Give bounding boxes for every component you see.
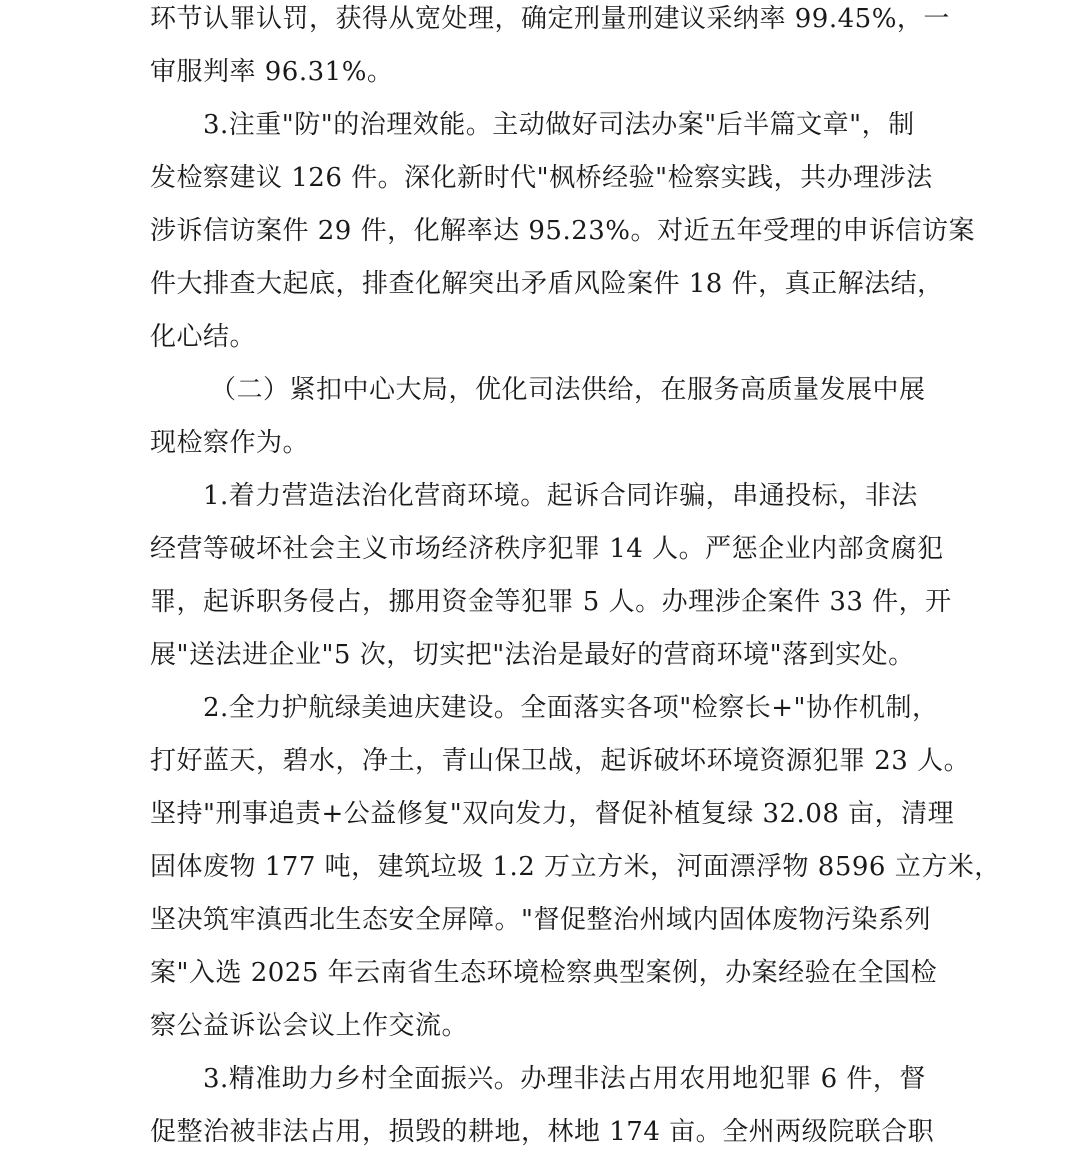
body-text-line: 发检察建议 126 件。深化新时代"枫桥经验"检察实践，共办理涉法 [150, 163, 933, 193]
body-text-line: 固体废物 177 吨，建筑垃圾 1.2 万立方米，河面漂浮物 8596 立方米， [150, 852, 1001, 882]
body-text-line: 案"入选 2025 年云南省生态环境检察典型案例，办案经验在全国检 [150, 958, 938, 988]
body-text-line: 打好蓝天，碧水，净土，青山保卫战，起诉破坏环境资源犯罪 23 人。 [150, 746, 971, 776]
body-text-line: 展"送法进企业"5 次，切实把"法治是最好的营商环境"落到实处。 [150, 640, 915, 670]
body-text-line: 化心结。 [150, 322, 257, 352]
body-text-line: 涉诉信访案件 29 件，化解率达 95.23%。对近五年受理的申诉信访案 [150, 216, 976, 246]
section-heading-line: 现检察作为。 [150, 428, 310, 458]
body-text-line: 坚决筑牢滇西北生态安全屏障。"督促整治州域内固体废物污染系列 [150, 905, 931, 935]
body-text-line: 罪，起诉职务侵占，挪用资金等犯罪 5 人。办理涉企案件 33 件，开 [150, 587, 952, 617]
section-heading-line: （二）紧扣中心大局，优化司法供给，在服务高质量发展中展 [210, 375, 926, 405]
body-text-line: 3.注重"防"的治理效能。主动做好司法办案"后半篇文章"，制 [203, 110, 915, 140]
body-text-line: 审服判率 96.31%。 [150, 57, 394, 87]
body-text-line: 促整治被非法占用，损毁的耕地，林地 174 亩。全州两级院联合职 [150, 1117, 935, 1147]
body-text-line: 件大排查大起底，排查化解突出矛盾风险案件 18 件，真正解法结， [150, 269, 944, 299]
body-text-line: 2.全力护航绿美迪庆建设。全面落实各项"检察长+"协作机制， [203, 693, 939, 723]
body-text-line: 环节认罪认罚，获得从宽处理，确定刑量刑建议采纳率 99.45%，一 [150, 4, 950, 34]
body-text-line: 3.精准助力乡村全面振兴。办理非法占用农用地犯罪 6 件，督 [203, 1064, 926, 1094]
body-text-line: 察公益诉讼会议上作交流。 [150, 1011, 469, 1041]
body-text-line: 坚持"刑事追责+公益修复"双向发力，督促补植复绿 32.08 亩，清理 [150, 799, 955, 829]
body-text-line: 1.着力营造法治化营商环境。起诉合同诈骗，串通投标，非法 [203, 481, 918, 511]
body-text-line: 经营等破坏社会主义市场经济秩序犯罪 14 人。严惩企业内部贪腐犯 [150, 534, 944, 564]
